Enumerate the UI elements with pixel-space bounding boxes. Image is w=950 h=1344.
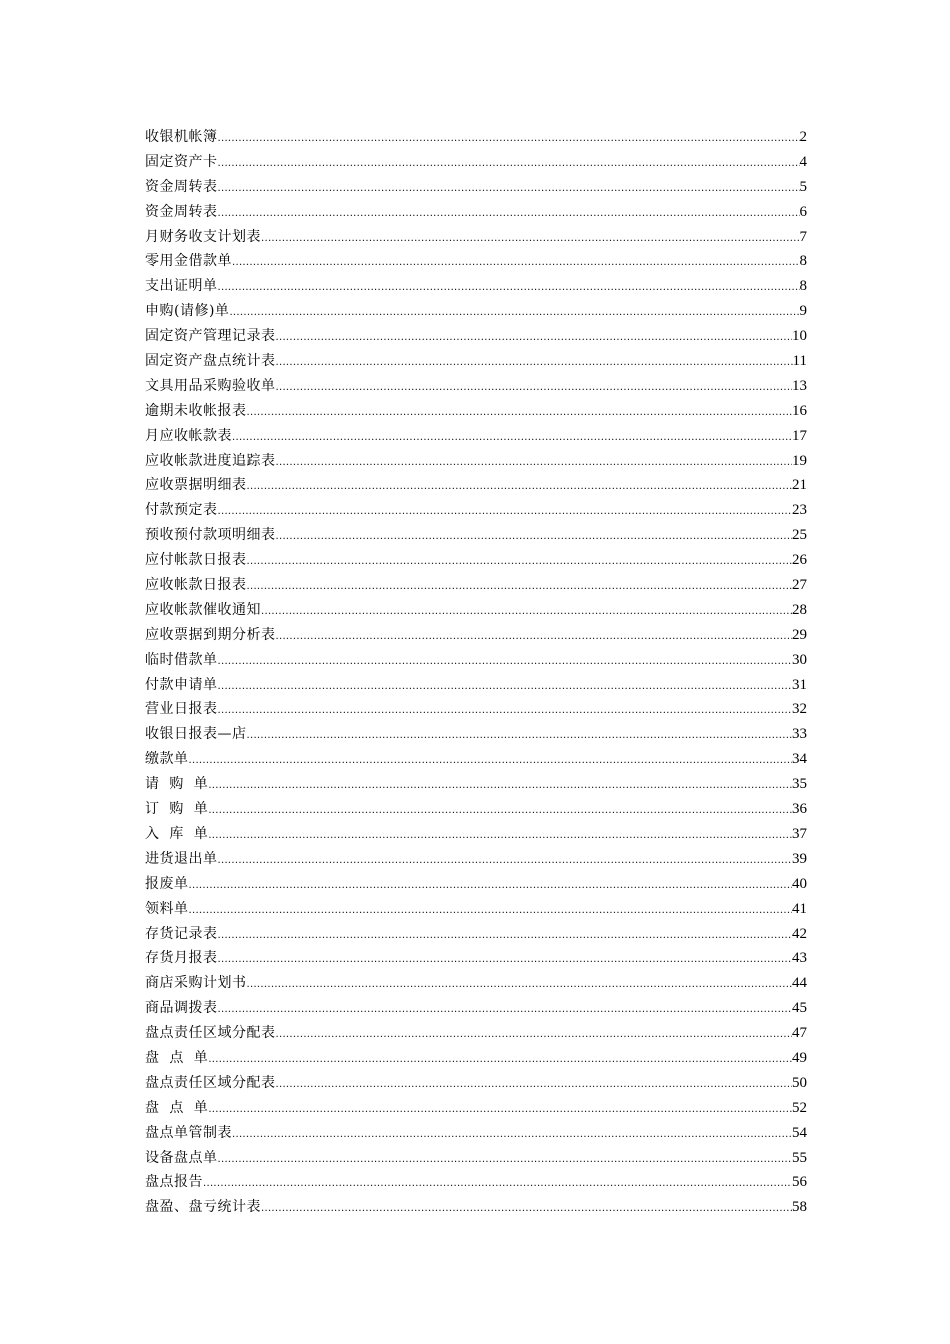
toc-entry-page-number: 11 — [792, 353, 807, 370]
toc-entry[interactable] — [145, 1046, 807, 1071]
toc-entry-page-number: 8 — [799, 278, 807, 295]
toc-dot-leader — [247, 401, 793, 426]
toc-entry[interactable] — [145, 697, 807, 722]
toc-entry[interactable] — [145, 473, 807, 498]
toc-entry[interactable] — [145, 747, 807, 772]
toc-entry-title: 商店采购计划书 — [145, 975, 247, 992]
toc-entry-page-number: 13 — [792, 377, 807, 394]
toc-entry-page-number: 41 — [792, 900, 807, 917]
toc-entry-title: 请 购 单 — [145, 776, 209, 793]
toc-entry-title: 盘盈、盘亏统计表 — [145, 1199, 261, 1216]
toc-dot-leader — [208, 824, 792, 849]
toc-entry[interactable] — [145, 150, 807, 175]
toc-dot-leader — [276, 1073, 793, 1098]
toc-entry-title: 申购(请修)单 — [145, 303, 230, 320]
toc-entry-title: 资金周转表 — [145, 178, 218, 195]
toc-entry[interactable] — [145, 274, 807, 299]
toc-entry[interactable] — [145, 200, 807, 225]
toc-entry[interactable] — [145, 996, 807, 1021]
toc-entry-page-number: 50 — [792, 1074, 807, 1091]
toc-dot-leader — [218, 924, 793, 949]
toc-dot-leader — [276, 451, 793, 476]
toc-entry-title: 设备盘点单 — [145, 1149, 218, 1166]
toc-dot-leader — [261, 1197, 792, 1222]
toc-dot-leader — [218, 948, 793, 973]
toc-entry-page-number: 36 — [792, 801, 807, 818]
toc-entry[interactable] — [145, 299, 807, 324]
toc-entry-page-number: 23 — [792, 502, 807, 519]
toc-entry-page-number: 16 — [792, 402, 807, 419]
toc-entry-title: 月财务收支计划表 — [145, 228, 261, 245]
toc-dot-leader — [261, 227, 800, 252]
toc-dot-leader — [218, 699, 793, 724]
toc-dot-leader — [218, 202, 800, 227]
toc-entry-title: 预收预付款项明细表 — [145, 527, 276, 544]
toc-dot-leader — [276, 1023, 793, 1048]
toc-dot-leader — [218, 152, 800, 177]
toc-entry-page-number: 45 — [792, 1000, 807, 1017]
toc-entry-page-number: 5 — [799, 178, 807, 195]
toc-dot-leader — [218, 849, 793, 874]
toc-entry-page-number: 10 — [792, 328, 807, 345]
toc-entry-title: 付款申请单 — [145, 676, 218, 693]
toc-entry-title: 固定资产卡 — [145, 153, 218, 170]
toc-entry-page-number: 26 — [792, 552, 807, 569]
toc-entry-page-number: 43 — [792, 950, 807, 967]
toc-entry[interactable] — [145, 1146, 807, 1171]
toc-dot-leader — [208, 1098, 792, 1123]
toc-entry-title: 应收票据到期分析表 — [145, 626, 276, 643]
toc-entry-title: 临时借款单 — [145, 651, 218, 668]
toc-dot-leader — [247, 724, 793, 749]
toc-entry-title: 固定资产盘点统计表 — [145, 353, 276, 370]
toc-entry[interactable] — [145, 1021, 807, 1046]
toc-entry[interactable] — [145, 946, 807, 971]
toc-dot-leader — [189, 899, 793, 924]
toc-entry[interactable] — [145, 922, 807, 947]
toc-entry-title: 应收帐款催收通知 — [145, 601, 261, 618]
toc-dot-leader — [189, 749, 793, 774]
toc-entry-page-number: 54 — [792, 1124, 807, 1141]
toc-entry-page-number: 30 — [792, 651, 807, 668]
toc-entry-page-number: 6 — [799, 203, 807, 220]
toc-dot-leader — [232, 251, 800, 276]
toc-entry-title: 营业日报表 — [145, 701, 218, 718]
toc-entry[interactable] — [145, 523, 807, 548]
toc-entry-page-number: 33 — [792, 726, 807, 743]
toc-dot-leader — [218, 127, 800, 152]
toc-entry-title: 固定资产管理记录表 — [145, 328, 276, 345]
toc-dot-leader — [218, 1148, 793, 1173]
toc-entry-page-number: 7 — [799, 228, 807, 245]
toc-entry-page-number: 52 — [792, 1099, 807, 1116]
toc-entry-title: 月应收帐款表 — [145, 427, 232, 444]
toc-entry[interactable] — [145, 847, 807, 872]
toc-entry-title: 零用金借款单 — [145, 253, 232, 270]
toc-entry[interactable] — [145, 225, 807, 250]
toc-entry-title: 文具用品采购验收单 — [145, 377, 276, 394]
toc-entry-title: 商品调拨表 — [145, 1000, 218, 1017]
toc-entry-title: 盘点单管制表 — [145, 1124, 232, 1141]
toc-entry-page-number: 25 — [792, 527, 807, 544]
toc-entry-title: 缴款单 — [145, 751, 189, 768]
toc-dot-leader — [247, 575, 793, 600]
toc-entry-page-number: 42 — [792, 925, 807, 942]
toc-entry-title: 盘点责任区域分配表 — [145, 1074, 276, 1091]
toc-entry[interactable] — [145, 399, 807, 424]
toc-entry-title: 入 库 单 — [145, 825, 209, 842]
toc-dot-leader — [276, 625, 793, 650]
toc-dot-leader — [218, 675, 793, 700]
toc-entry-title: 订 购 单 — [145, 801, 209, 818]
toc-dot-leader — [218, 177, 800, 202]
toc-entry-page-number: 35 — [792, 776, 807, 793]
toc-entry-title: 应收票据明细表 — [145, 477, 247, 494]
toc-entry-title: 应收帐款进度追踪表 — [145, 452, 276, 469]
toc-dot-leader — [229, 301, 799, 326]
toc-entry-page-number: 37 — [792, 825, 807, 842]
toc-entry[interactable] — [145, 573, 807, 598]
toc-dot-leader — [276, 351, 793, 376]
toc-entry[interactable] — [145, 125, 807, 150]
toc-dot-leader — [276, 376, 793, 401]
toc-entry-title: 报废单 — [145, 875, 189, 892]
toc-entry-title: 逾期未收帐报表 — [145, 402, 247, 419]
toc-entry[interactable] — [145, 498, 807, 523]
toc-entry-title: 盘 点 单 — [145, 1099, 209, 1116]
toc-dot-leader — [208, 774, 792, 799]
toc-entry-title: 盘 点 单 — [145, 1049, 209, 1066]
toc-dot-leader — [276, 525, 793, 550]
toc-entry-title: 付款预定表 — [145, 502, 218, 519]
toc-dot-leader — [261, 600, 792, 625]
toc-entry[interactable] — [145, 971, 807, 996]
table-of-contents — [145, 125, 807, 1220]
toc-entry-page-number: 34 — [792, 751, 807, 768]
toc-entry[interactable] — [145, 598, 807, 623]
toc-entry-page-number: 28 — [792, 601, 807, 618]
toc-entry-title: 应付帐款日报表 — [145, 552, 247, 569]
toc-entry-page-number: 56 — [792, 1174, 807, 1191]
toc-entry-title: 收银日报表—店 — [145, 726, 247, 743]
toc-entry-title: 盘点报告 — [145, 1174, 203, 1191]
toc-entry-title: 进货退出单 — [145, 850, 218, 867]
toc-entry-page-number: 39 — [792, 850, 807, 867]
toc-entry[interactable] — [145, 324, 807, 349]
toc-dot-leader — [208, 1048, 792, 1073]
toc-entry[interactable] — [145, 648, 807, 673]
toc-entry[interactable] — [145, 1071, 807, 1096]
toc-dot-leader — [189, 874, 793, 899]
toc-entry-page-number: 4 — [799, 153, 807, 170]
toc-entry[interactable] — [145, 772, 807, 797]
toc-entry[interactable] — [145, 449, 807, 474]
toc-entry[interactable] — [145, 673, 807, 698]
toc-entry[interactable] — [145, 424, 807, 449]
toc-entry-page-number: 17 — [792, 427, 807, 444]
toc-entry-page-number: 27 — [792, 577, 807, 594]
toc-entry-page-number: 55 — [792, 1149, 807, 1166]
toc-entry-title: 应收帐款日报表 — [145, 577, 247, 594]
toc-entry[interactable] — [145, 897, 807, 922]
toc-entry[interactable] — [145, 1121, 807, 1146]
toc-entry-title: 盘点责任区域分配表 — [145, 1025, 276, 1042]
toc-dot-leader — [232, 426, 792, 451]
toc-entry[interactable] — [145, 1170, 807, 1195]
toc-entry-page-number: 2 — [799, 129, 807, 145]
toc-entry[interactable] — [145, 623, 807, 648]
toc-entry-page-number: 9 — [799, 303, 807, 320]
toc-dot-leader — [247, 973, 793, 998]
toc-entry[interactable] — [145, 175, 807, 200]
toc-entry-page-number: 44 — [792, 975, 807, 992]
toc-entry[interactable] — [145, 872, 807, 897]
toc-entry-page-number: 32 — [792, 701, 807, 718]
toc-entry-page-number: 19 — [792, 452, 807, 469]
toc-dot-leader — [218, 276, 800, 301]
toc-entry-page-number: 40 — [792, 875, 807, 892]
toc-entry-title: 领料单 — [145, 900, 189, 917]
toc-dot-leader — [247, 475, 793, 500]
toc-entry[interactable] — [145, 1096, 807, 1121]
toc-entry[interactable] — [145, 1195, 807, 1220]
toc-entry-title: 收银机帐簿 — [145, 129, 218, 145]
toc-dot-leader — [218, 998, 793, 1023]
toc-entry[interactable] — [145, 374, 807, 399]
toc-entry[interactable] — [145, 797, 807, 822]
toc-entry-title: 资金周转表 — [145, 203, 218, 220]
toc-entry[interactable] — [145, 822, 807, 847]
toc-entry-page-number: 31 — [792, 676, 807, 693]
toc-dot-leader — [218, 500, 793, 525]
toc-dot-leader — [218, 650, 793, 675]
toc-entry-title: 存货记录表 — [145, 925, 218, 942]
toc-entry-page-number: 47 — [792, 1025, 807, 1042]
toc-entry[interactable] — [145, 722, 807, 747]
toc-entry-title: 存货月报表 — [145, 950, 218, 967]
toc-entry-title: 支出证明单 — [145, 278, 218, 295]
toc-entry[interactable] — [145, 349, 807, 374]
toc-dot-leader — [276, 326, 793, 351]
toc-entry-page-number: 21 — [792, 477, 807, 494]
toc-dot-leader — [247, 550, 793, 575]
toc-dot-leader — [203, 1172, 792, 1197]
toc-dot-leader — [232, 1123, 792, 1148]
toc-entry-page-number: 58 — [792, 1199, 807, 1216]
toc-entry-page-number: 8 — [799, 253, 807, 270]
toc-entry-page-number: 29 — [792, 626, 807, 643]
toc-entry-page-number: 49 — [792, 1049, 807, 1066]
toc-dot-leader — [208, 799, 792, 824]
toc-entry[interactable] — [145, 548, 807, 573]
toc-entry[interactable] — [145, 249, 807, 274]
